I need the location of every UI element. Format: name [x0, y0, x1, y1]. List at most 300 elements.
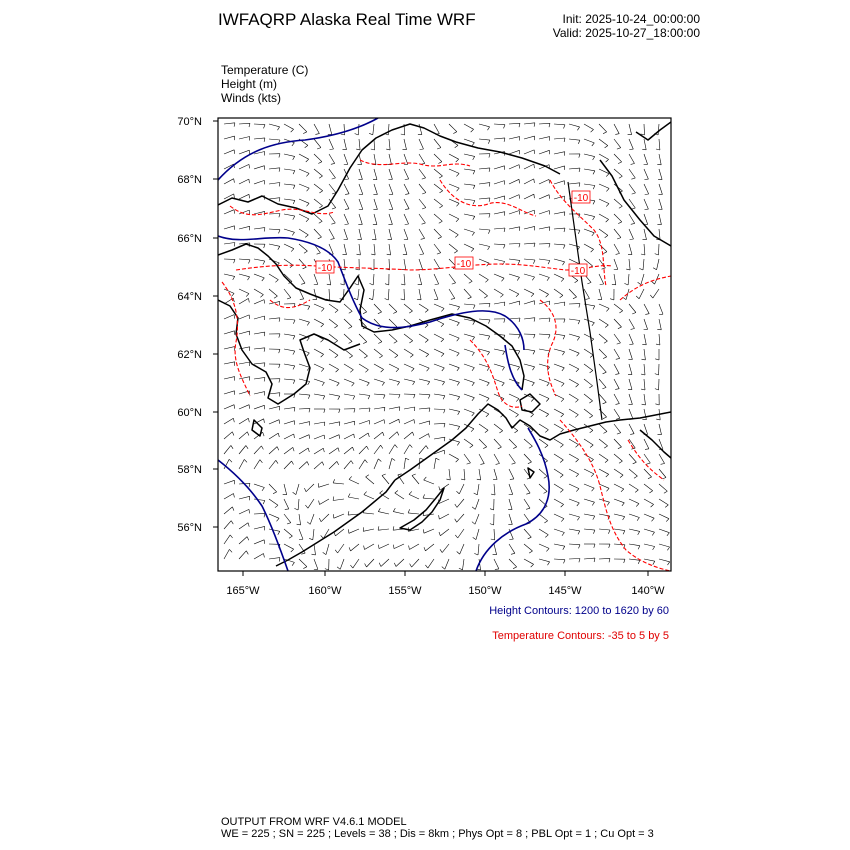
wind-barb: [314, 289, 317, 300]
wind-barb: [479, 454, 484, 464]
wind-barb-flag: [426, 354, 429, 357]
wind-barb-flag: [307, 353, 310, 356]
wind-barb: [269, 274, 278, 280]
wind-barb-flag: [564, 152, 565, 156]
wind-barb-flag: [348, 511, 349, 515]
wind-barb: [298, 499, 299, 510]
wind-barb: [644, 154, 648, 164]
wind-barb: [254, 405, 264, 409]
wind-barb-flag: [455, 235, 458, 238]
wind-barb-flag: [293, 447, 294, 451]
wind-barb: [320, 499, 330, 505]
wind-barb: [313, 529, 314, 540]
wind-barb: [644, 529, 655, 532]
wind-barb-flag: [439, 176, 442, 178]
wind-barb-flag: [458, 397, 460, 400]
wind-barb: [539, 424, 548, 430]
wind-barb: [524, 349, 535, 351]
wind-barb: [299, 184, 309, 188]
wind-barb: [494, 379, 504, 383]
wind-barb: [569, 454, 579, 459]
wind-barb: [224, 445, 231, 454]
wind-barb: [269, 168, 280, 169]
wind-barb-flag: [518, 351, 520, 355]
wind-barb-flag: [293, 492, 296, 494]
wind-barb-flag: [517, 367, 519, 370]
wind-barb: [569, 559, 580, 560]
wind-barb: [358, 124, 359, 135]
wind-barb: [329, 214, 335, 223]
wind-barb-flag: [341, 269, 345, 270]
wind-barb: [314, 462, 322, 469]
wind-barb-flag: [322, 462, 324, 466]
wind-barb-flag: [420, 254, 424, 255]
wind-barb: [460, 544, 464, 554]
wind-barb-flag: [318, 237, 322, 239]
wind-barb: [409, 494, 419, 499]
wind-barb-flag: [345, 194, 349, 195]
wind-barb-flag: [487, 383, 490, 386]
wind-barb-flag: [656, 344, 660, 345]
wind-barb-flag: [331, 223, 335, 224]
wind-barb-flag: [378, 327, 382, 329]
wind-barb: [254, 228, 265, 229]
wind-barb-flag: [652, 518, 655, 521]
wind-barb-flag: [534, 243, 535, 247]
wind-barb-flag: [293, 156, 295, 159]
wind-barb-flag: [489, 198, 490, 202]
wind-barb: [464, 439, 473, 445]
wind-barb: [374, 214, 377, 225]
wind-barb-flag: [305, 505, 308, 508]
wind-barb: [554, 138, 565, 139]
wind-barb: [224, 179, 234, 184]
wind-barb-flag: [488, 230, 490, 234]
wind-barb: [524, 259, 535, 260]
wind-barb: [419, 154, 425, 163]
wind-barb-flag: [633, 462, 637, 464]
wind-barb: [554, 379, 564, 383]
wind-barb: [614, 139, 621, 148]
wind-barb-flag: [645, 449, 649, 450]
wind-barb: [569, 409, 578, 415]
wind-barb: [359, 349, 368, 356]
wind-barb: [459, 484, 464, 494]
wind-barb-flag: [472, 383, 474, 386]
wind-barb-flag: [638, 560, 640, 564]
wind-barb-flag: [518, 260, 520, 264]
wind-barb: [614, 379, 619, 389]
wind-barb-flag: [602, 268, 606, 269]
wind-barb-flag: [519, 318, 520, 322]
wind-barb-flag: [504, 319, 505, 323]
wind-barb-flag: [438, 237, 442, 239]
wind-barb-flag: [417, 299, 421, 300]
wind-barb: [284, 319, 295, 320]
wind-barb: [554, 181, 565, 184]
wind-barb: [419, 434, 429, 439]
wind-barb: [554, 124, 565, 125]
wind-barb: [434, 154, 442, 162]
wind-barb: [509, 211, 519, 215]
wind-barb-flag: [303, 567, 307, 569]
wind-barb-flag: [248, 418, 249, 422]
wind-barb-flag: [515, 431, 518, 433]
wind-barb-flag: [560, 475, 563, 478]
wind-barb: [239, 362, 250, 364]
wind-barb-flag: [650, 295, 653, 298]
wind-barb-flag: [293, 351, 295, 355]
wind-barb: [419, 139, 424, 149]
wind-barb: [479, 424, 488, 430]
wind-barb-flag: [405, 224, 409, 225]
wind-barb: [329, 169, 336, 178]
wind-barb-flag: [394, 341, 397, 343]
wind-barb: [224, 521, 231, 529]
wind-barb: [374, 169, 377, 180]
wind-barb: [239, 537, 247, 544]
wind-barb-flag: [560, 445, 563, 448]
wind-barb-flag: [439, 206, 442, 208]
wind-barb: [554, 424, 564, 430]
wind-barb: [224, 136, 235, 139]
wind-barb-flag: [441, 308, 444, 311]
wind-barb-flag: [324, 422, 325, 426]
wind-barb-flag: [307, 188, 310, 191]
wind-barb-flag: [615, 374, 619, 375]
wind-barb-flag: [312, 554, 316, 555]
wind-barb-flag: [420, 458, 424, 460]
wind-barb: [599, 274, 604, 284]
wind-barb: [319, 484, 330, 487]
wind-barb: [449, 289, 455, 298]
wind-barb-flag: [606, 204, 609, 207]
wind-barb-flag: [333, 479, 335, 483]
wind-barb-flag: [306, 219, 309, 222]
wind-barb: [284, 447, 293, 454]
wind-barb-flag: [234, 194, 235, 198]
wind-barb-flag: [533, 351, 535, 355]
wind-barb: [554, 484, 563, 490]
wind-barb: [299, 199, 309, 203]
model-footer: OUTPUT FROM WRF V4.6.1 MODEL: [221, 816, 407, 828]
wind-barb: [378, 512, 389, 514]
wind-barb: [409, 544, 419, 550]
wind-barb: [404, 289, 405, 300]
wind-barb: [419, 408, 430, 409]
wind-barb: [629, 319, 635, 329]
wind-barb: [310, 514, 314, 524]
wind-barb: [644, 394, 646, 405]
wind-barb-flag: [604, 341, 607, 343]
wind-barb: [314, 559, 318, 569]
wind-barb-flag: [504, 125, 506, 129]
wind-barb-flag: [319, 221, 322, 223]
wind-barb-flag: [609, 558, 610, 562]
wind-barb: [494, 454, 500, 464]
wind-barb: [479, 198, 490, 199]
wind-barb-flag: [367, 446, 369, 450]
wind-barb-flag: [579, 168, 580, 172]
wind-barb-flag: [593, 217, 595, 220]
wind-barb-flag: [393, 312, 397, 314]
wind-barb: [599, 364, 606, 372]
wind-barb: [239, 179, 249, 184]
wind-barb: [599, 259, 605, 268]
wind-barb-flag: [307, 338, 310, 341]
wind-barb-flag: [318, 162, 322, 164]
wind-barb-flag: [586, 299, 590, 300]
wind-barb-flag: [577, 517, 579, 520]
wind-barb: [389, 432, 397, 439]
wind-barb: [509, 469, 514, 479]
wind-barb-flag: [645, 194, 649, 195]
wind-barb: [449, 379, 460, 382]
wind-barb: [539, 301, 550, 304]
wind-barb: [629, 529, 640, 531]
wind-barb: [239, 123, 250, 124]
wind-barb-flag: [548, 261, 550, 265]
wind-barb: [344, 334, 352, 342]
wind-barb: [434, 379, 445, 382]
wind-barb: [629, 259, 630, 270]
wind-barb-flag: [421, 238, 425, 239]
wind-barb: [314, 139, 321, 148]
wind-barb-flag: [354, 434, 355, 438]
wind-barb: [449, 184, 459, 188]
wind-barb-flag: [233, 418, 234, 422]
wind-barb-flag: [622, 503, 624, 506]
wind-barb: [629, 154, 635, 164]
wind-barb-flag: [502, 367, 504, 370]
wind-barb-flag: [438, 162, 442, 164]
height-contours: [218, 118, 549, 571]
wind-barb-flag: [307, 522, 310, 525]
wind-barb-flag: [341, 134, 345, 135]
wind-barb: [449, 169, 459, 173]
wind-barb: [284, 334, 295, 336]
wind-barb: [314, 379, 324, 383]
wind-barb: [479, 289, 488, 296]
wind-barb-flag: [303, 267, 307, 269]
wind-barb-flag: [648, 477, 652, 479]
wind-barb-flag: [379, 563, 381, 567]
wind-barb: [329, 319, 338, 326]
wind-barb: [224, 315, 234, 319]
wind-barb: [464, 154, 475, 156]
wind-barb-flag: [528, 537, 532, 539]
wind-barb-flag: [485, 430, 488, 432]
wind-barb-flag: [409, 546, 410, 550]
wind-barb-flag: [338, 448, 339, 452]
wind-barb: [344, 364, 353, 370]
wind-barb-flag: [293, 171, 295, 175]
wind-barb-flag: [234, 243, 235, 247]
wind-barb-flag: [231, 521, 233, 524]
wind-barb: [344, 244, 347, 255]
wind-barb: [434, 274, 439, 284]
wind-barb: [464, 244, 474, 249]
wind-barb: [539, 195, 549, 199]
wind-barb: [569, 139, 580, 140]
wind-barb: [239, 331, 250, 334]
wind-barb-flag: [533, 260, 535, 264]
wind-barb-flag: [249, 483, 250, 487]
wind-barb-flag: [264, 244, 265, 248]
wind-barb: [254, 289, 263, 295]
wind-barb: [614, 319, 622, 327]
wind-barb-flag: [472, 507, 475, 510]
wind-barb: [629, 394, 632, 405]
wind-barb: [569, 334, 580, 337]
wind-barb: [494, 439, 501, 447]
wind-barb-flag: [385, 299, 389, 301]
wind-barb: [338, 544, 344, 553]
wind-barb: [329, 349, 338, 355]
wind-barb: [554, 302, 565, 304]
wind-barb: [374, 459, 378, 469]
wind-barb: [524, 439, 532, 446]
wind-barb-flag: [668, 562, 670, 565]
wind-barb: [254, 332, 265, 334]
wind-barb-flag: [473, 537, 476, 539]
wind-barb-flag: [511, 553, 515, 554]
wind-barb: [404, 445, 410, 454]
wind-barb-flag: [349, 311, 352, 313]
wind-barb: [614, 484, 624, 489]
wind-barb: [359, 408, 370, 409]
wind-barb-flag: [579, 214, 580, 218]
wind-barb-flag: [249, 179, 250, 183]
wind-barb: [412, 476, 419, 485]
wind-barb: [434, 169, 443, 176]
wind-barb-flag: [368, 396, 370, 400]
wind-barb-flag: [517, 277, 519, 280]
wind-barb-flag: [371, 149, 375, 150]
wind-barb: [367, 559, 375, 567]
wind-barb-flag: [458, 411, 460, 414]
wind-barb: [254, 392, 265, 394]
wind-barb-flag: [485, 280, 488, 283]
wind-barb: [494, 469, 497, 480]
wind-barb-flag: [231, 445, 233, 448]
wind-barb-flag: [612, 284, 616, 285]
wind-barb: [434, 394, 445, 396]
wind-barb: [284, 461, 292, 469]
wind-barb: [359, 184, 363, 194]
wind-barb-flag: [279, 558, 280, 562]
wind-barb-flag: [641, 389, 645, 390]
wind-barb: [359, 394, 370, 396]
wind-barb: [404, 458, 406, 469]
wind-barb-flag: [411, 369, 414, 372]
wind-barb: [239, 137, 250, 140]
wind-barb-flag: [489, 168, 490, 172]
wind-barb: [509, 165, 519, 169]
wind-barb: [524, 529, 531, 537]
wind-barb-flag: [472, 337, 474, 340]
wind-barb: [639, 289, 644, 299]
wind-barb: [524, 243, 535, 244]
wind-barb-flag: [444, 410, 445, 414]
wind-barb: [284, 244, 294, 249]
wind-barb-flag: [264, 348, 265, 352]
wind-barb-flag: [364, 546, 365, 550]
wind-barb: [269, 289, 277, 296]
wind-barb: [404, 214, 409, 224]
wind-barb-flag: [488, 247, 490, 250]
wind-barb: [554, 274, 564, 279]
wind-barb-flag: [457, 338, 460, 341]
wind-barb-flag: [307, 462, 309, 466]
wind-barb-flag: [560, 490, 563, 493]
wind-barb: [659, 544, 670, 547]
wind-barb: [464, 469, 465, 480]
wind-barb-flag: [578, 531, 580, 535]
wind-barb-flag: [437, 253, 441, 254]
wind-barb: [449, 229, 458, 235]
wind-barb-flag: [467, 463, 471, 464]
wind-barb-flag: [532, 383, 535, 386]
wind-barb-flag: [591, 460, 594, 463]
wind-barb: [434, 364, 444, 368]
wind-barb-flag: [606, 219, 609, 222]
wind-barb: [254, 211, 265, 214]
wind-barb-flag: [365, 564, 367, 568]
wind-barb-flag: [652, 532, 654, 535]
wind-barb: [599, 334, 607, 341]
wind-barb-flag: [604, 446, 607, 448]
wind-barb: [449, 124, 457, 132]
wind-barb: [464, 364, 474, 368]
wind-barb-flag: [292, 562, 294, 565]
lat-label: 70°N: [177, 116, 202, 128]
wind-barb: [554, 228, 565, 229]
wind-barb-flag: [632, 313, 636, 315]
wind-barb: [524, 179, 534, 184]
wind-barb: [569, 514, 580, 517]
wind-barb-flag: [562, 533, 564, 536]
wind-barb: [284, 421, 295, 424]
wind-barb: [599, 154, 609, 159]
wind-barb: [254, 460, 260, 469]
wind-barb: [269, 139, 280, 140]
wind-barb: [284, 169, 295, 171]
wind-barb-flag: [304, 488, 306, 492]
wind-barb-flag: [562, 352, 564, 355]
wind-barb-flag: [656, 419, 660, 420]
lon-label: 155°W: [388, 585, 422, 597]
wind-barb-flag: [456, 173, 459, 176]
wind-barb-flag: [292, 461, 294, 465]
wind-barb: [419, 169, 426, 178]
wind-barb-flag: [443, 396, 445, 400]
wind-barb-flag: [424, 547, 425, 551]
wind-barb: [599, 229, 608, 235]
wind-barb-flag: [617, 433, 621, 434]
wind-barb-flag: [264, 138, 265, 142]
wind-barb-flag: [651, 504, 654, 507]
wind-barb-flag: [603, 357, 607, 359]
wind-barb: [239, 551, 246, 559]
wind-barb: [344, 434, 354, 439]
wind-barb-flag: [620, 475, 623, 478]
wind-barb-flag: [308, 448, 309, 452]
wind-barb-flag: [638, 282, 641, 284]
wind-barb: [584, 558, 595, 559]
wind-barb-flag: [579, 304, 580, 308]
wind-barb-flag: [293, 336, 295, 340]
